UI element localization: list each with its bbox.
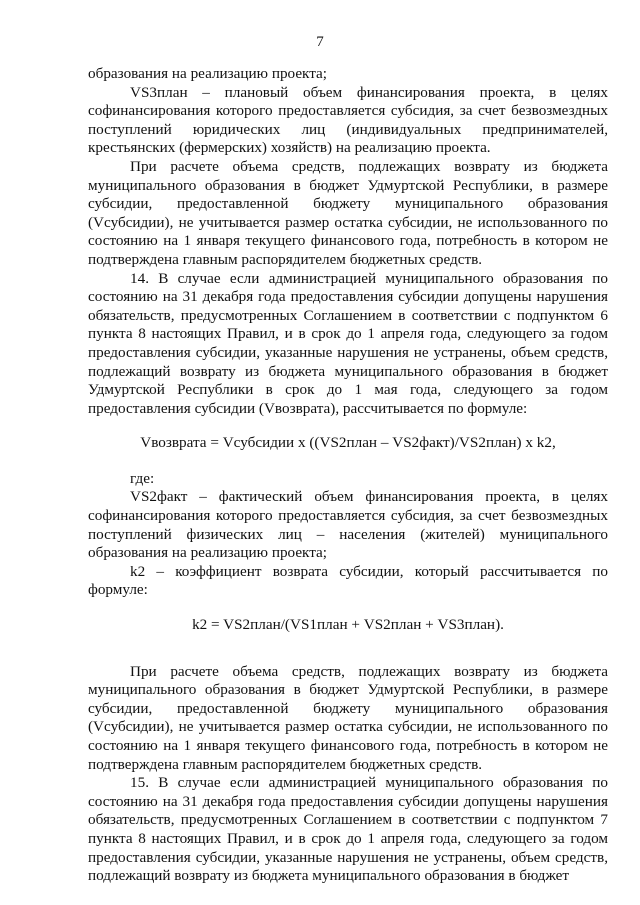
formula-vreturn: Vвозврата = Vсубсидии x ((VS2план – VS2факт)/VS2план) x k2, (140, 434, 556, 452)
paragraph-continuation: образования на реализацию проекта; (88, 65, 328, 82)
paragraph-calculation-note-2: При расчете объема средств, подлежащих возврату из бюджета муниципального образования в бюджет Удмуртской Республики, в размере субсидии, предоставленной бюджету муниципального образования (Vсубсидии), не учитывается размер остатка субсидии, не использованного по состоянию на 1 января текущего финансового года, потребность в котором не подтверждена главным распорядителем бюджетных средств. (88, 662, 608, 773)
paragraph-k2-definition: k2 – коэффициент возврата субсидии, который рассчитывается по формуле: (88, 562, 608, 599)
paragraph-vs3plan-definition: VS3план – плановый объем финансирования проекта, в целях софинансирования которого предоставляется субсидия, за счет безвозмездных поступлений юридических лиц (индивидуальных предпринимателей, крестьянских (фермерских) хозяйств) на реализацию проекта. (88, 83, 608, 157)
paragraph-where: где: (130, 469, 155, 487)
page-number: 7 (316, 34, 324, 50)
paragraph-vs2fact-definition: VS2факт – фактический объем финансирования проекта, в целях софинансирования которого предоставляется субсидия, за счет безвозмездных поступлений физических лиц – населения (жителей) муниципального образования на реализацию проекта; (88, 488, 608, 562)
paragraph-item-15: 15. В случае если администрацией муниципального образования по состоянию на 31 декабря года предоставления субсидии допущены нарушения обязательств, предусмотренных Соглашением в соответствии с подпунктом 7 пункта 8 настоящих Правил, и в срок до 1 апреля года, следующего за годом предоставления субсидии, указанные нарушения не устранены, объем средств, подлежащий возврату из бюджета муниципального образования в бюджет (88, 774, 608, 885)
formula-k2: k2 = VS2план/(VS1план + VS2план + VS3план). (192, 616, 504, 634)
document-body (88, 65, 608, 886)
paragraph-calculation-note-1: При расчете объема средств, подлежащих возврату из бюджета муниципального образования в бюджет Удмуртской Республики, в размере субсидии, предоставленной бюджету муниципального образования (Vсубсидии), не учитывается размер остатка субсидии, не использованного по состоянию на 1 января текущего финансового года, потребность в котором не подтверждена главным распорядителем бюджетных средств. (88, 157, 608, 268)
paragraph-item-14: 14. В случае если администрацией муниципального образования по состоянию на 31 декабря года предоставления субсидии допущены нарушения обязательств, предусмотренных Соглашением в соответствии с подпунктом 6 пункта 8 настоящих Правил, и в срок до 1 апреля года, следующего за годом предоставления субсидии, указанные нарушения не устранены, объем средств, подлежащий возврату из бюджета муниципального образования в бюджет Удмуртской Республики в срок до 1 мая года, следующего за годом предоставления субсидии (Vвозврата), рассчитывается по формуле: (88, 269, 608, 417)
